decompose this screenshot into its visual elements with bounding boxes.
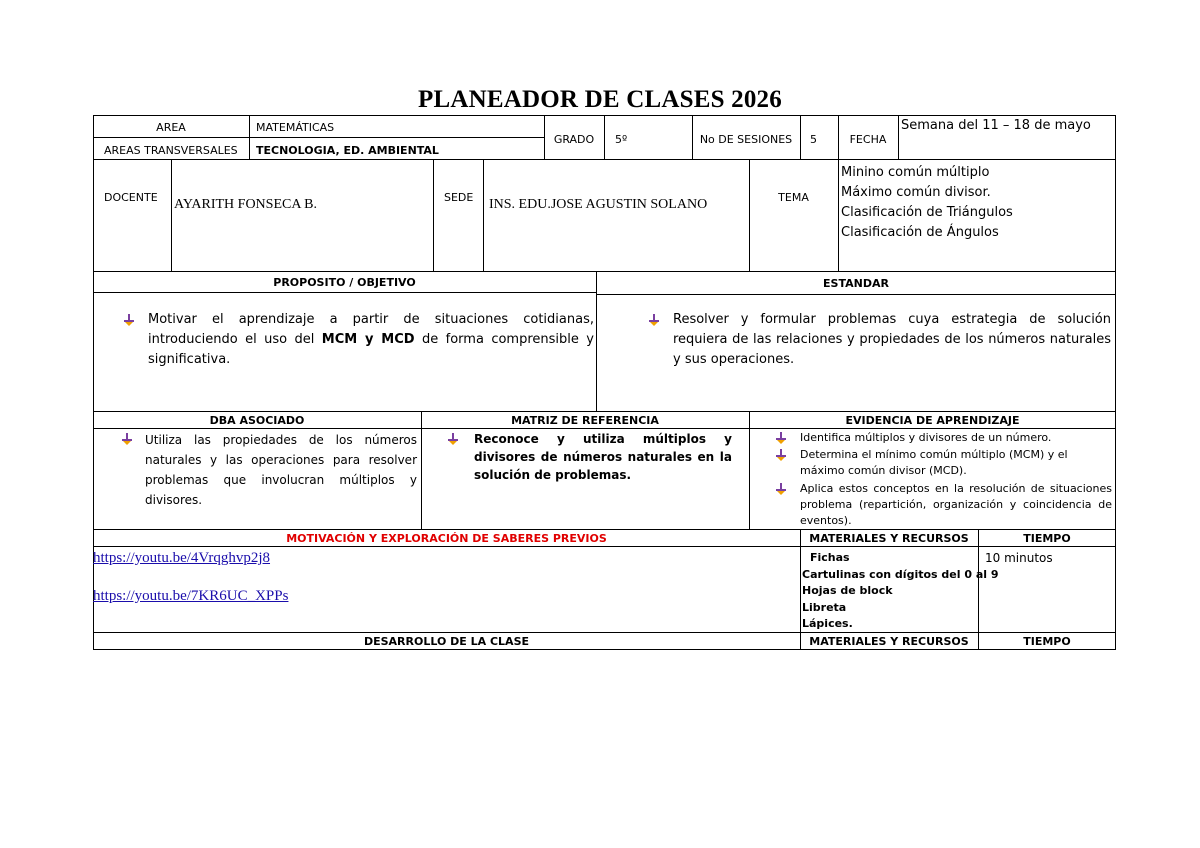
tema-item: Clasificación de Triángulos [841, 205, 1013, 220]
bullet-arrow-icon [648, 313, 660, 327]
bullet-arrow-icon [775, 482, 787, 496]
tema-item: Minino común múltiplo [841, 165, 990, 180]
bullet-arrow-icon [447, 432, 459, 446]
tiempo-value: 10 minutos [985, 551, 1053, 565]
page-title: PLANEADOR DE CLASES 2026 [418, 86, 782, 113]
material-item: Cartulinas con dígitos del 0 al 9 [802, 567, 999, 581]
tema-list [841, 163, 1013, 243]
estandar-text: Resolver y formular problemas cuya estrategia de solución requiera de las relaciones y propiedades de los números naturales y sus operaciones. [673, 312, 1111, 367]
area-value: MATEMÁTICAS [256, 121, 335, 134]
desarrollo-heading: DESARROLLO DE LA CLASE [363, 635, 530, 648]
material-item: Lápices. [802, 617, 853, 630]
evidencia-item: Determina el mínimo común múltiplo (MCM) y el máximo común divisor (MCD). [800, 448, 1068, 477]
proposito-text-b: de forma comprensible y significativa. [148, 332, 594, 367]
transversal-label: AREAS TRANSVERSALES [104, 144, 238, 157]
grado-value: 5º [615, 133, 628, 146]
tema-label: TEMA [778, 191, 809, 204]
desarrollo-tiempo-heading: TIEMPO [1023, 635, 1071, 648]
evidencia-item: Aplica estos conceptos en la resolución de situaciones problema (repartición, organización y coincidencia de eventos). [800, 482, 1112, 527]
sede-label: SEDE [444, 191, 474, 204]
tema-item: Clasificación de Ángulos [841, 225, 999, 240]
proposito-heading: PROPOSITO / OBJETIVO [273, 276, 416, 289]
bullet-arrow-icon [123, 313, 135, 327]
video-link[interactable]: https://youtu.be/7KR6UC_XPPs [93, 588, 289, 604]
motivacion-materiales-heading: MATERIALES Y RECURSOS [809, 532, 969, 545]
bullet-arrow-icon [775, 431, 787, 445]
grado-label: GRADO [553, 133, 595, 146]
materiales-list [802, 550, 999, 633]
proposito-text-bold: MCM y MCD [321, 332, 415, 347]
motivacion-tiempo-heading: TIEMPO [1023, 532, 1071, 545]
sesiones-value: 5 [810, 133, 817, 146]
sede-value: INS. EDU.JOSE AGUSTIN SOLANO [489, 197, 708, 212]
desarrollo-materiales-heading: MATERIALES Y RECURSOS [809, 635, 969, 648]
sesiones-label: No DE SESIONES [699, 133, 793, 146]
fecha-value: Semana del 11 – 18 de mayo [901, 118, 1091, 133]
bullet-arrow-icon [121, 432, 133, 446]
dba-heading: DBA ASOCIADO [209, 414, 305, 427]
material-item: Fichas [810, 551, 850, 564]
video-link[interactable]: https://youtu.be/4Vrqghvp2j8 [93, 550, 271, 566]
area-label: AREA [156, 121, 186, 134]
motivacion-heading: MOTIVACIÓN Y EXPLORACIÓN DE SABERES PREVIOS [286, 532, 607, 545]
bullet-arrow-icon [775, 448, 787, 462]
fecha-label: FECHA [849, 133, 887, 146]
evidencia-item: Identifica múltiplos y divisores de un número. [800, 431, 1052, 444]
evidencia-heading: EVIDENCIA DE APRENDIZAJE [845, 414, 1020, 427]
docente-label: DOCENTE [104, 191, 158, 204]
tema-item: Máximo común divisor. [841, 185, 991, 200]
matriz-text: Reconoce y utiliza múltiplos y divisores de números naturales en la solución de problemas. [474, 432, 732, 482]
material-item: Hojas de block [802, 584, 893, 597]
dba-text: Utiliza las propiedades de los números naturales y las operaciones para resolver problemas que involucran múltiplos y divisores. [145, 433, 417, 507]
estandar-heading: ESTANDAR [823, 277, 889, 290]
material-item: Libreta [802, 600, 847, 614]
matriz-heading: MATRIZ DE REFERENCIA [511, 414, 659, 427]
docente-value: AYARITH FONSECA B. [174, 197, 318, 212]
proposito-text-a: Motivar el aprendizaje a partir de situaciones cotidianas, introduciendo el uso del [148, 312, 594, 347]
proposito-text [148, 310, 594, 370]
transversal-value: TECNOLOGIA, ED. AMBIENTAL [256, 144, 439, 157]
